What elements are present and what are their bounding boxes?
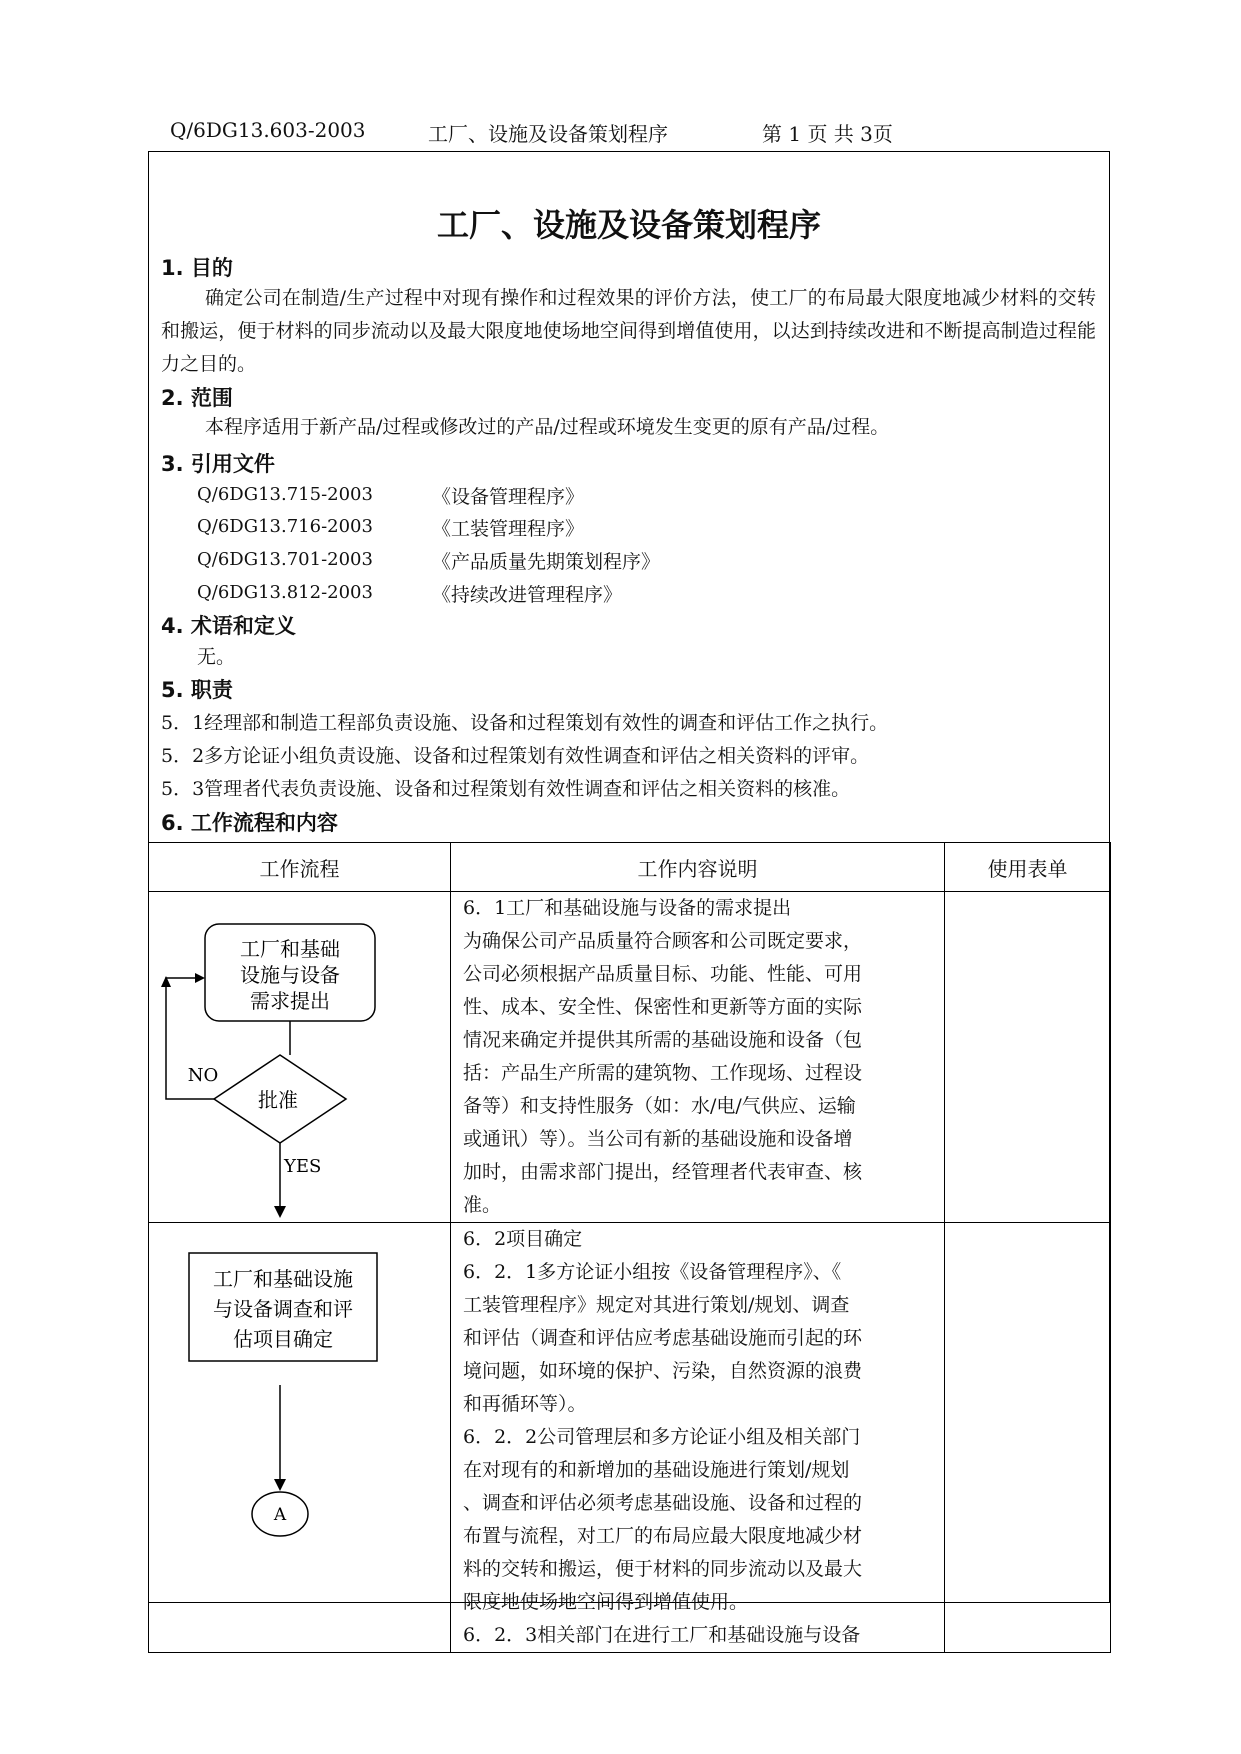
- description-line: 限度地使场地空间得到增值使用。: [463, 1591, 749, 1613]
- table-row: [149, 892, 1111, 1223]
- description-line: 6．2项目确定: [463, 1228, 583, 1250]
- flow-diamond-text: 批准: [258, 1088, 298, 1112]
- description-cell: [451, 892, 945, 1223]
- section-1-text: 确定公司在制造/生产过程中对现有操作和过程效果的评价方法，使工厂的布局最大限度地减少材料的交转和搬运，便于材料的同步流动以及最大限度地使场地空间得到增值使用，以达到持续改进和不断提高制造过程能力之目的。: [161, 287, 1096, 375]
- arrow-head: [274, 1479, 286, 1491]
- table-header-row: [149, 843, 1111, 892]
- section-4-text: 无。: [197, 646, 236, 668]
- flow-box-text: 工厂和基础: [240, 937, 340, 961]
- description-line: 境问题，如环境的保护、污染，自然资源的浪费: [463, 1360, 863, 1382]
- no-label: NO: [187, 1065, 219, 1086]
- flow-box-text: 工厂和基础设施: [213, 1267, 353, 1291]
- description-line: 括：产品生产所需的建筑物、工作现场、过程设: [463, 1062, 863, 1084]
- description-line: 工装管理程序》规定对其进行策划/规划、调查: [463, 1294, 850, 1316]
- section-6-heading: 6. 工作流程和内容: [161, 811, 338, 835]
- flow-box-text: 设施与设备: [240, 963, 340, 987]
- responsibility-item: 5．1经理部和制造工程部负责设施、设备和过程策划有效性的调查和评估工作之执行。: [161, 712, 889, 734]
- section-5-heading: 5. 职责: [161, 678, 233, 702]
- section-4-heading: 4. 术语和定义: [161, 614, 296, 638]
- section-2-text: 本程序适用于新产品/过程或修改过的产品/过程或环境发生变更的原有产品/过程。: [205, 416, 890, 438]
- reference-title: 《设备管理程序》: [432, 486, 585, 508]
- flowchart-cell: [149, 1223, 451, 1653]
- description-line: 公司必须根据产品质量目标、功能、性能、可用: [463, 963, 863, 985]
- description-line: 6．2．1多方论证小组按《设备管理程序》、《: [463, 1261, 842, 1283]
- yes-label: YES: [284, 1156, 322, 1177]
- description-line: 和再循环等）。: [463, 1393, 587, 1415]
- description-cell: [451, 1223, 945, 1653]
- forms-cell: [945, 892, 1111, 1223]
- description-text: [451, 892, 944, 1222]
- section-1-heading: 1. 目的: [161, 256, 233, 280]
- description-line: 或通讯）等）。当公司有新的基础设施和设备增: [463, 1128, 853, 1150]
- description-line: 准。: [463, 1194, 502, 1216]
- arrow-head: [195, 973, 205, 983]
- description-line: 6．2．3相关部门在进行工厂和基础设施与设备: [463, 1624, 861, 1646]
- description-line: 6．1工厂和基础设施与设备的需求提出: [463, 897, 792, 919]
- reference-code: Q/6DG13.812-2003: [197, 582, 373, 603]
- responsibility-item: 5．2多方论证小组负责设施、设备和过程策划有效性调查和评估之相关资料的评审。: [161, 745, 870, 767]
- header-page-number: 第 1 页 共 3页: [762, 122, 893, 146]
- header-doc-title: 工厂、设施及设备策划程序: [428, 122, 668, 146]
- workflow-table: [148, 842, 1111, 1653]
- document-title: 工厂、设施及设备策划程序: [436, 206, 821, 244]
- flowchart-step-2: [149, 1223, 449, 1608]
- description-line: 情况来确定并提供其所需的基础设施和设备（包: [463, 1029, 863, 1051]
- forms-cell: [945, 1223, 1111, 1653]
- description-line: 备等）和支持性服务（如：水/电/气供应、运输: [463, 1095, 856, 1117]
- description-line: 、调查和评估必须考虑基础设施、设备和过程的: [463, 1492, 863, 1514]
- description-line: 6．2．2公司管理层和多方论证小组及相关部门: [463, 1426, 861, 1448]
- column-header-forms: 使用表单: [945, 843, 1111, 892]
- flowchart-step-1: [149, 892, 449, 1218]
- description-line: 和评估（调查和评估应考虑基础设施而引起的环: [463, 1327, 863, 1349]
- description-line: 布置与流程，对工厂的布局应最大限度地减少材: [463, 1525, 863, 1547]
- section-3-heading: 3. 引用文件: [161, 452, 275, 476]
- flow-box-text: 与设备调查和评: [213, 1297, 353, 1321]
- reference-code: Q/6DG13.716-2003: [197, 516, 373, 537]
- document-frame: [148, 151, 1110, 1646]
- description-line: 为确保公司产品质量符合顾客和公司既定要求，: [463, 930, 863, 952]
- reference-code: Q/6DG13.701-2003: [197, 549, 373, 570]
- responsibility-item: 5．3管理者代表负责设施、设备和过程策划有效性调查和评估之相关资料的核准。: [161, 778, 851, 800]
- header-doc-code: Q/6DG13.603-2003: [170, 118, 366, 142]
- description-text: [451, 1223, 944, 1652]
- column-header-workflow: 工作流程: [149, 843, 451, 892]
- flow-box-text: 需求提出: [250, 989, 330, 1013]
- reference-code: Q/6DG13.715-2003: [197, 484, 373, 505]
- reference-title: 《持续改进管理程序》: [432, 584, 623, 606]
- reference-title: 《工装管理程序》: [432, 518, 585, 540]
- flow-box-text: 估项目确定: [233, 1327, 333, 1351]
- description-line: 在对现有的和新增加的基础设施进行策划/规划: [463, 1459, 850, 1481]
- connector-label: A: [273, 1505, 287, 1525]
- column-header-description: 工作内容说明: [451, 843, 945, 892]
- arrow-head: [274, 1206, 286, 1218]
- description-line: 性、成本、安全性、保密性和更新等方面的实际: [463, 996, 863, 1018]
- table-row: [149, 1223, 1111, 1653]
- description-line: 料的交转和搬运，便于材料的同步流动以及最大: [463, 1558, 863, 1580]
- reference-title: 《产品质量先期策划程序》: [432, 551, 661, 573]
- flowchart-cell: [149, 892, 451, 1223]
- section-2-heading: 2. 范围: [161, 386, 233, 410]
- description-line: 加时，由需求部门提出，经管理者代表审查、核: [463, 1161, 863, 1183]
